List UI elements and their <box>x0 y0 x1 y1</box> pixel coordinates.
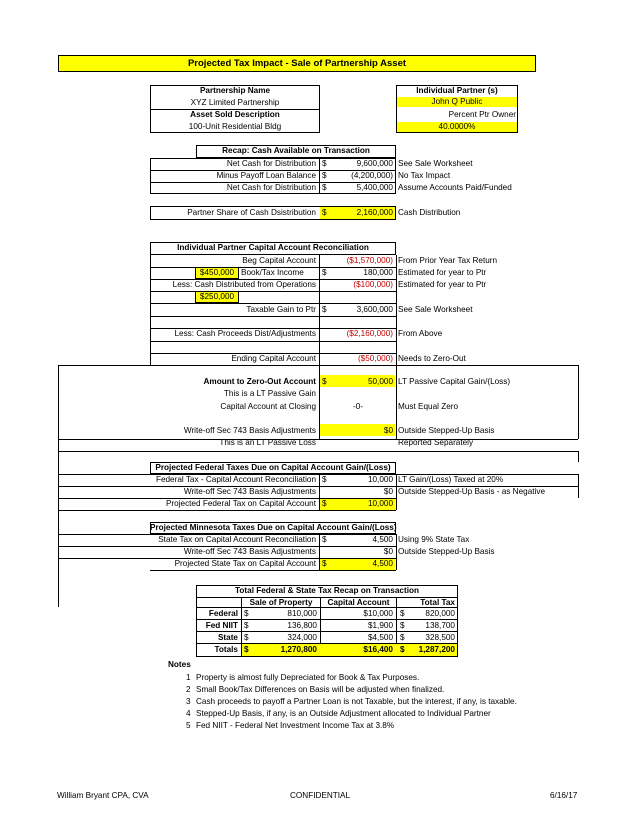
total-row-tax: 138,700 <box>425 621 455 630</box>
passive-loss-text: This is an LT Passive Loss <box>219 438 316 447</box>
asset-description: 100-Unit Residential Bldg <box>188 122 282 131</box>
note-number: 2 <box>186 685 191 694</box>
total-row-currency: $ <box>400 633 405 642</box>
total-row-label: State <box>217 633 238 642</box>
total-row-capital: $4,500 <box>367 633 393 642</box>
state-row-label: Projected State Tax on Capital Account <box>174 559 316 568</box>
writeoff-note: Outside Stepped-Up Basis <box>398 426 495 435</box>
ops-dist-note: Estimated for year to Ptr <box>398 280 487 289</box>
federal-row-note: LT Gain/(Loss) Taxed at 20% <box>398 475 504 484</box>
cash-proceeds-note: From Above <box>398 329 443 338</box>
total-row-currency: $ <box>400 645 405 654</box>
taxable-gain-label: Taxable Gain to Ptr <box>246 305 316 314</box>
ops-dist-value: ($100,000) <box>353 280 393 289</box>
book-income-currency: $ <box>322 268 327 277</box>
zero-out-currency: $ <box>322 377 327 386</box>
state-row-currency: $ <box>322 559 327 568</box>
recap-header: Recap: Cash Available on Transaction <box>222 146 370 155</box>
notes-header: Notes <box>168 660 191 669</box>
zero-out-note: LT Passive Capital Gain/(Loss) <box>398 377 511 386</box>
federal-row-label: Federal Tax - Capital Account Reconciliation <box>155 475 316 484</box>
asset-header: Asset Sold Description <box>190 110 280 119</box>
state-row-value: 4,500 <box>372 559 393 568</box>
partner-share-note: Cash Distribution <box>398 208 461 217</box>
total-row-currency: $ <box>244 609 249 618</box>
total-row-sale: 324,000 <box>287 633 317 642</box>
state-row-value: $0 <box>383 547 393 556</box>
total-row-tax: 820,000 <box>425 609 455 618</box>
page-title: Projected Tax Impact - Sale of Partnership Asset <box>58 55 536 72</box>
beg-capital-value: ($1,570,000) <box>346 256 393 265</box>
col-sale-property: Sale of Property <box>249 598 313 607</box>
col-capital-account: Capital Account <box>327 598 390 607</box>
partnership-name: XYZ Limited Partnership <box>190 98 280 107</box>
state-header: Projected Minnesota Taxes Due on Capital Account Gain/(Loss) <box>150 523 397 532</box>
federal-row-value: 10,000 <box>367 475 393 484</box>
capital-closing-value: -0- <box>352 402 363 411</box>
total-row-tax: 1,287,200 <box>418 645 455 654</box>
partnership-name-header: Partnership Name <box>199 86 271 95</box>
recap-row-note: See Sale Worksheet <box>398 159 473 168</box>
book-income-note: Estimated for year to Ptr <box>398 268 487 277</box>
note-number: 4 <box>186 709 191 718</box>
taxable-gain-note: See Sale Worksheet <box>398 305 473 314</box>
partner-name: John Q Public <box>397 97 517 107</box>
zero-out-label: Amount to Zero-Out Account <box>203 377 316 386</box>
total-row-sale: 1,270,800 <box>280 645 317 654</box>
total-row-currency: $ <box>400 609 405 618</box>
total-row-capital: $16,400 <box>363 645 393 654</box>
recap-row-value: 5,400,000 <box>356 183 393 192</box>
total-row-currency: $ <box>244 633 249 642</box>
zero-out-value: 50,000 <box>367 377 393 386</box>
total-row-label: Totals <box>214 645 238 654</box>
federal-row-value: $0 <box>383 487 393 496</box>
total-row-tax: 328,500 <box>425 633 455 642</box>
recap-row-currency: $ <box>322 183 327 192</box>
note-text: Small Book/Tax Differences on Basis will be adjusted when finalized. <box>196 685 445 694</box>
ops-dist-label: Less: Cash Distributed from Operations <box>172 280 316 289</box>
recon-header: Individual Partner Capital Account Reconciliation <box>177 243 369 252</box>
footer-author: William Bryant CPA, CVA <box>57 791 149 800</box>
note-number: 5 <box>186 721 191 730</box>
note-text: Cash proceeds to payoff a Partner Loan is not Taxable, but the interest, if any, is taxable. <box>196 697 517 706</box>
total-row-currency: $ <box>244 621 249 630</box>
federal-row-currency: $ <box>322 475 327 484</box>
beg-capital-label: Beg Capital Account <box>242 256 316 265</box>
recap-row-note: Assume Accounts Paid/Funded <box>398 183 512 192</box>
partner-share-label: Partner Share of Cash Dsistribution <box>187 208 316 217</box>
state-row-note: Using 9% State Tax <box>398 535 470 544</box>
federal-row-value: 10,000 <box>367 499 393 508</box>
state-row-note: Outside Stepped-Up Basis <box>398 547 495 556</box>
partner-pct-label: Percent Ptr Owner <box>448 110 516 119</box>
total-row-currency: $ <box>244 645 249 654</box>
recap-row-label: Net Cash for Distribution <box>226 159 316 168</box>
recap-row-label: Net Cash for Distribution <box>226 183 316 192</box>
taxable-gain-value: 3,600,000 <box>356 305 393 314</box>
federal-row-currency: $ <box>322 499 327 508</box>
ops-dist-amount: $250,000 <box>195 291 239 303</box>
book-income-value: 180,000 <box>363 268 393 277</box>
recap-row-currency: $ <box>322 159 327 168</box>
total-row-currency: $ <box>400 621 405 630</box>
partner-share-value: 2,160,000 <box>356 208 393 217</box>
capital-closing-label: Capital Account at Closing <box>220 402 316 411</box>
capital-closing-note: Must Equal Zero <box>398 402 459 411</box>
passive-gain-text: This is a LT Passive Gain <box>223 389 316 398</box>
recap-row-value: (4,200,000) <box>351 171 393 180</box>
col-total-tax: Total Tax <box>420 598 455 607</box>
recap-row-note: No Tax Impact <box>398 171 451 180</box>
total-row-label: Fed NIIT <box>205 621 238 630</box>
total-row-sale: 810,000 <box>287 609 317 618</box>
recap-row-currency: $ <box>322 171 327 180</box>
total-row-capital: $10,000 <box>363 609 393 618</box>
note-number: 3 <box>186 697 191 706</box>
total-row-sale: 136,800 <box>287 621 317 630</box>
writeoff-value: $0 <box>383 426 393 435</box>
state-row-currency: $ <box>322 535 327 544</box>
ending-capital-note: Needs to Zero-Out <box>398 354 466 363</box>
total-recap-header: Total Federal & State Tax Recap on Transaction <box>235 586 419 595</box>
taxable-gain-currency: $ <box>322 305 327 314</box>
state-row-label: State Tax on Capital Account Reconciliation <box>158 535 316 544</box>
book-income-amount: $450,000 <box>195 267 239 279</box>
federal-row-label: Projected Federal Tax on Capital Account <box>165 499 316 508</box>
state-row-value: 4,500 <box>372 535 393 544</box>
note-text: Fed NIIT - Federal Net Investment Income Tax at 3.8% <box>196 721 395 730</box>
recap-row-label: Minus Payoff Loan Balance <box>216 171 316 180</box>
federal-row-note: Outside Stepped-Up Basis - as Negative <box>398 487 545 496</box>
note-number: 1 <box>186 673 191 682</box>
state-row-label: Write-off Sec 743 Basis Adjustments <box>183 547 316 556</box>
book-income-label: Book/Tax Income <box>241 268 304 277</box>
partner-pct: 40.0000% <box>397 122 517 132</box>
recap-row-value: 9,600,000 <box>356 159 393 168</box>
ending-capital-value: ($50,000) <box>357 354 393 363</box>
note-text: Property is almost fully Depreciated for Book & Tax Purposes. <box>196 673 420 682</box>
total-row-label: Federal <box>208 609 238 618</box>
federal-header: Projected Federal Taxes Due on Capital Account Gain/(Loss) <box>155 463 391 472</box>
total-row-capital: $1,900 <box>367 621 393 630</box>
passive-loss-note: Reported Separately <box>398 438 474 447</box>
writeoff-label: Write-off Sec 743 Basis Adjustments <box>183 426 316 435</box>
cash-proceeds-label: Less: Cash Proceeds Dist/Adjustments <box>174 329 316 338</box>
cash-proceeds-value: ($2,160,000) <box>346 329 393 338</box>
partner-share-currency: $ <box>322 208 327 217</box>
partner-header: Individual Partner (s) <box>416 86 498 95</box>
ending-capital-label: Ending Capital Account <box>231 354 316 363</box>
footer-confidential: CONFIDENTIAL <box>290 791 351 800</box>
beg-capital-note: From Prior Year Tax Return <box>398 256 498 265</box>
note-text: Stepped-Up Basis, if any, is an Outside Adjustment allocated to Individual Partner <box>196 709 491 718</box>
footer-date: 6/16/17 <box>550 791 578 800</box>
federal-row-label: Write-off Sec 743 Basis Adjustments <box>183 487 316 496</box>
